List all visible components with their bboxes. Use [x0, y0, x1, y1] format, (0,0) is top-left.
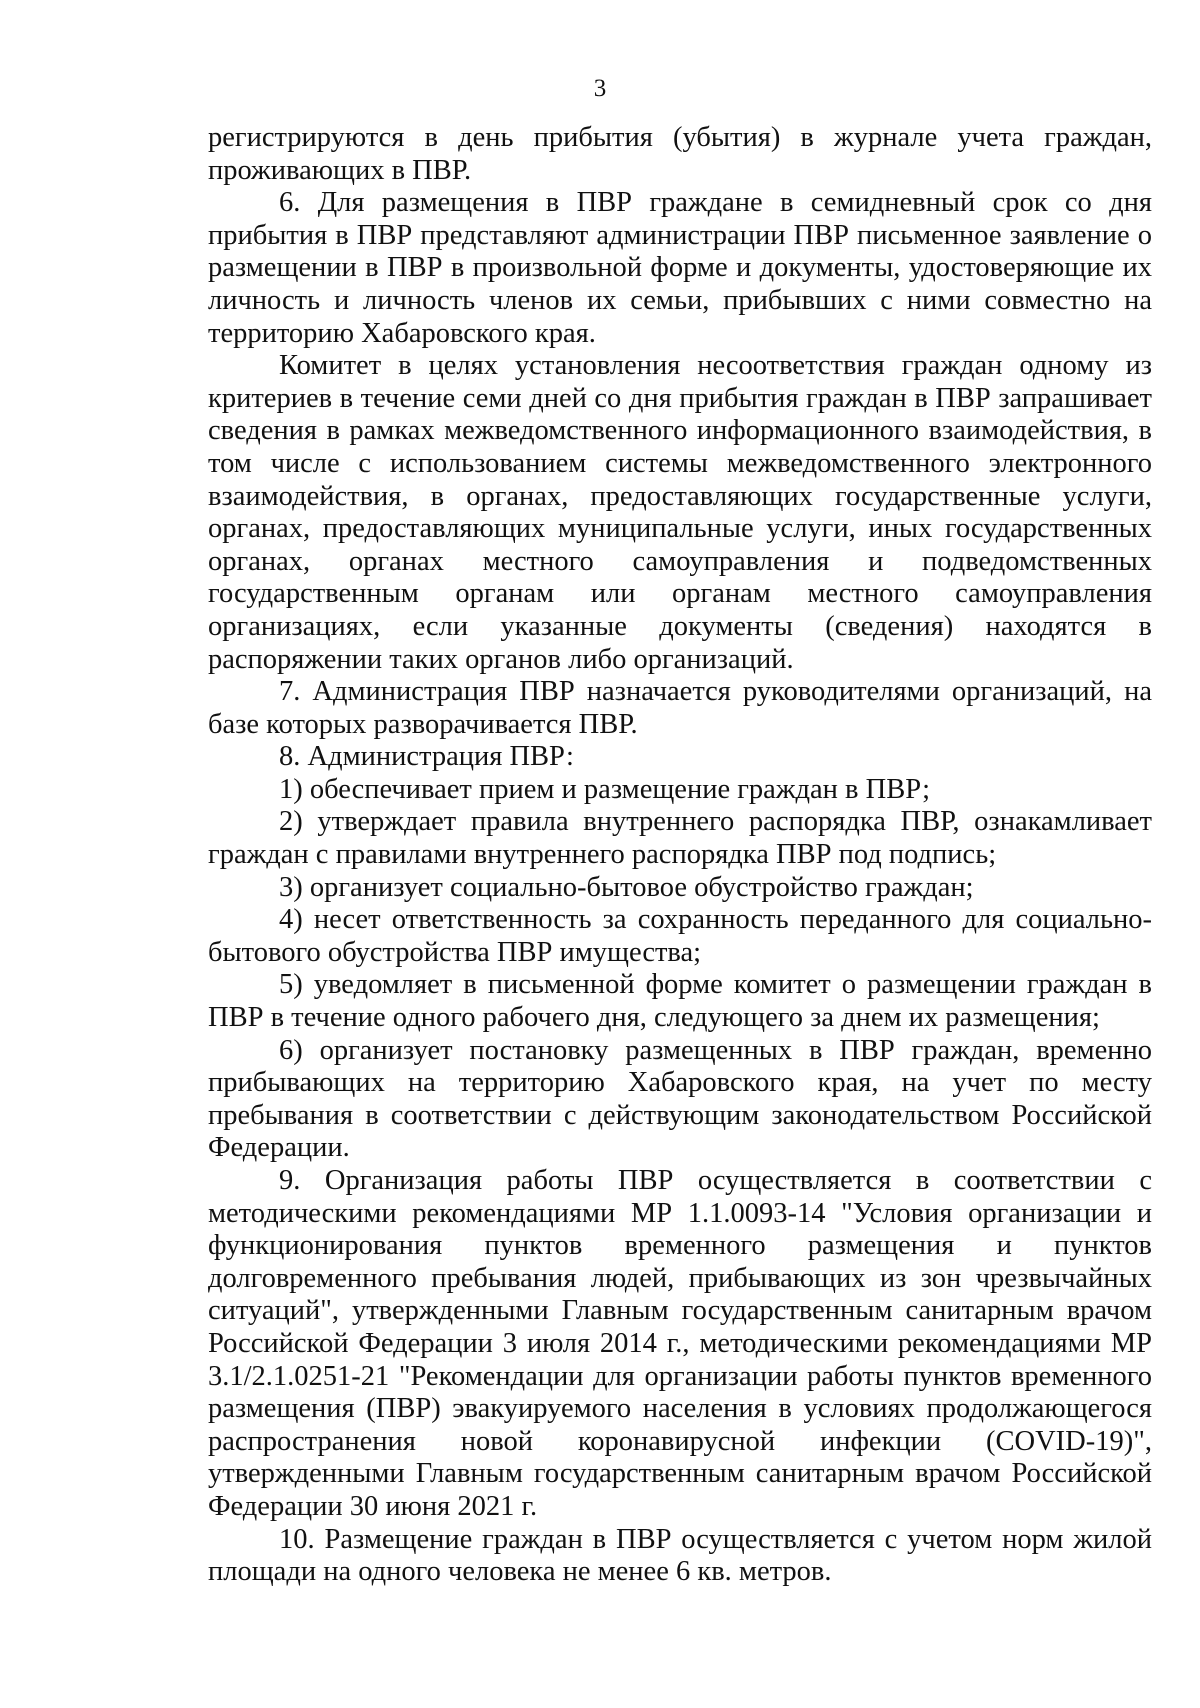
paragraph-item-8-2: 2) утверждает правила внутреннего распорядка ПВР, ознакамливает граждан с правилами внутреннего распорядка ПВР под подпись;: [208, 806, 1152, 871]
document-body: [208, 122, 1152, 1589]
paragraph-item-6: 6. Для размещения в ПВР граждане в семидневный срок со дня прибытия в ПВР представляют администрации ПВР письменное заявление о размещении в ПВР в произвольной форме и документы, удостоверяющие их личность и личность членов их семьи, прибывших с ними совместно на территорию Хабаровского края.: [208, 187, 1152, 349]
paragraph-item-8-3: 3) организует социально-бытовое обустройство граждан;: [279, 871, 974, 903]
page-number: 3: [593, 75, 607, 102]
paragraph-item-7: 7. Администрация ПВР назначается руководителями организаций, на базе которых разворачивается ПВР.: [208, 676, 1152, 740]
paragraph-item-8-4: 4) несет ответственность за сохранность переданного для социально-бытового обустройства ПВР имущества;: [208, 904, 1152, 968]
paragraph-item-10: 10. Размещение граждан в ПВР осуществляется с учетом норм жилой площади на одного человека не менее 6 кв. метров.: [208, 1523, 1152, 1588]
paragraph-continuation: регистрируются в день прибытия (убытия) в журнале учета граждан, проживающих в ПВР.: [208, 122, 1152, 186]
paragraph-item-8-1: 1) обеспечивает прием и размещение граждан в ПВР;: [279, 773, 931, 805]
paragraph-item-9: 9. Организация работы ПВР осуществляется в соответствии с методическими рекомендациями МР 1.1.0093-14 "Условия организации и функционирования пунктов временного размещения и пунктов долговременного пребывания людей, прибывающих из зон чрезвычайных ситуаций", утвержденными Главным государственным санитарным врачом Российской Федерации 3 июля 2014 г., методическими рекомендациями МР 3.1/2.1.0251-21 "Рекомендации для организации работы пунктов временного размещения (ПВР) эвакуируемого населения в условиях продолжающегося распространения новой коронавирусной инфекции (COVID-19)", утвержденными Главным государственным санитарным врачом Российской Федерации 30 июня 2021 г.: [208, 1165, 1152, 1522]
paragraph-committee-request: Комитет в целях установления несоответствия граждан одному из критериев в течение семи дней со дня прибытия граждан в ПВР запрашивает сведения в рамках межведомственного информационного взаимодействия, в том числе с использованием системы межведомственного электронного взаимодействия, в органах, предоставляющих государственные услуги, органах, предоставляющих муниципальные услуги, иных государственных органах, органах местного самоуправления и подведомственных государственным органам или органам местного самоуправления организациях, если указанные документы (сведения) находятся в распоряжении таких органов либо организаций.: [208, 350, 1152, 675]
paragraph-item-8-6: 6) организует постановку размещенных в ПВР граждан, временно прибывающих на территорию Хабаровского края, на учет по месту пребывания в соответствии с действующим законодательством Российской Федерации.: [208, 1034, 1152, 1164]
paragraph-item-8: 8. Администрация ПВР:: [279, 741, 574, 773]
paragraph-item-8-5: 5) уведомляет в письменной форме комитет о размещении граждан в ПВР в течение одного рабочего дня, следующего за днем их размещения;: [208, 969, 1152, 1034]
